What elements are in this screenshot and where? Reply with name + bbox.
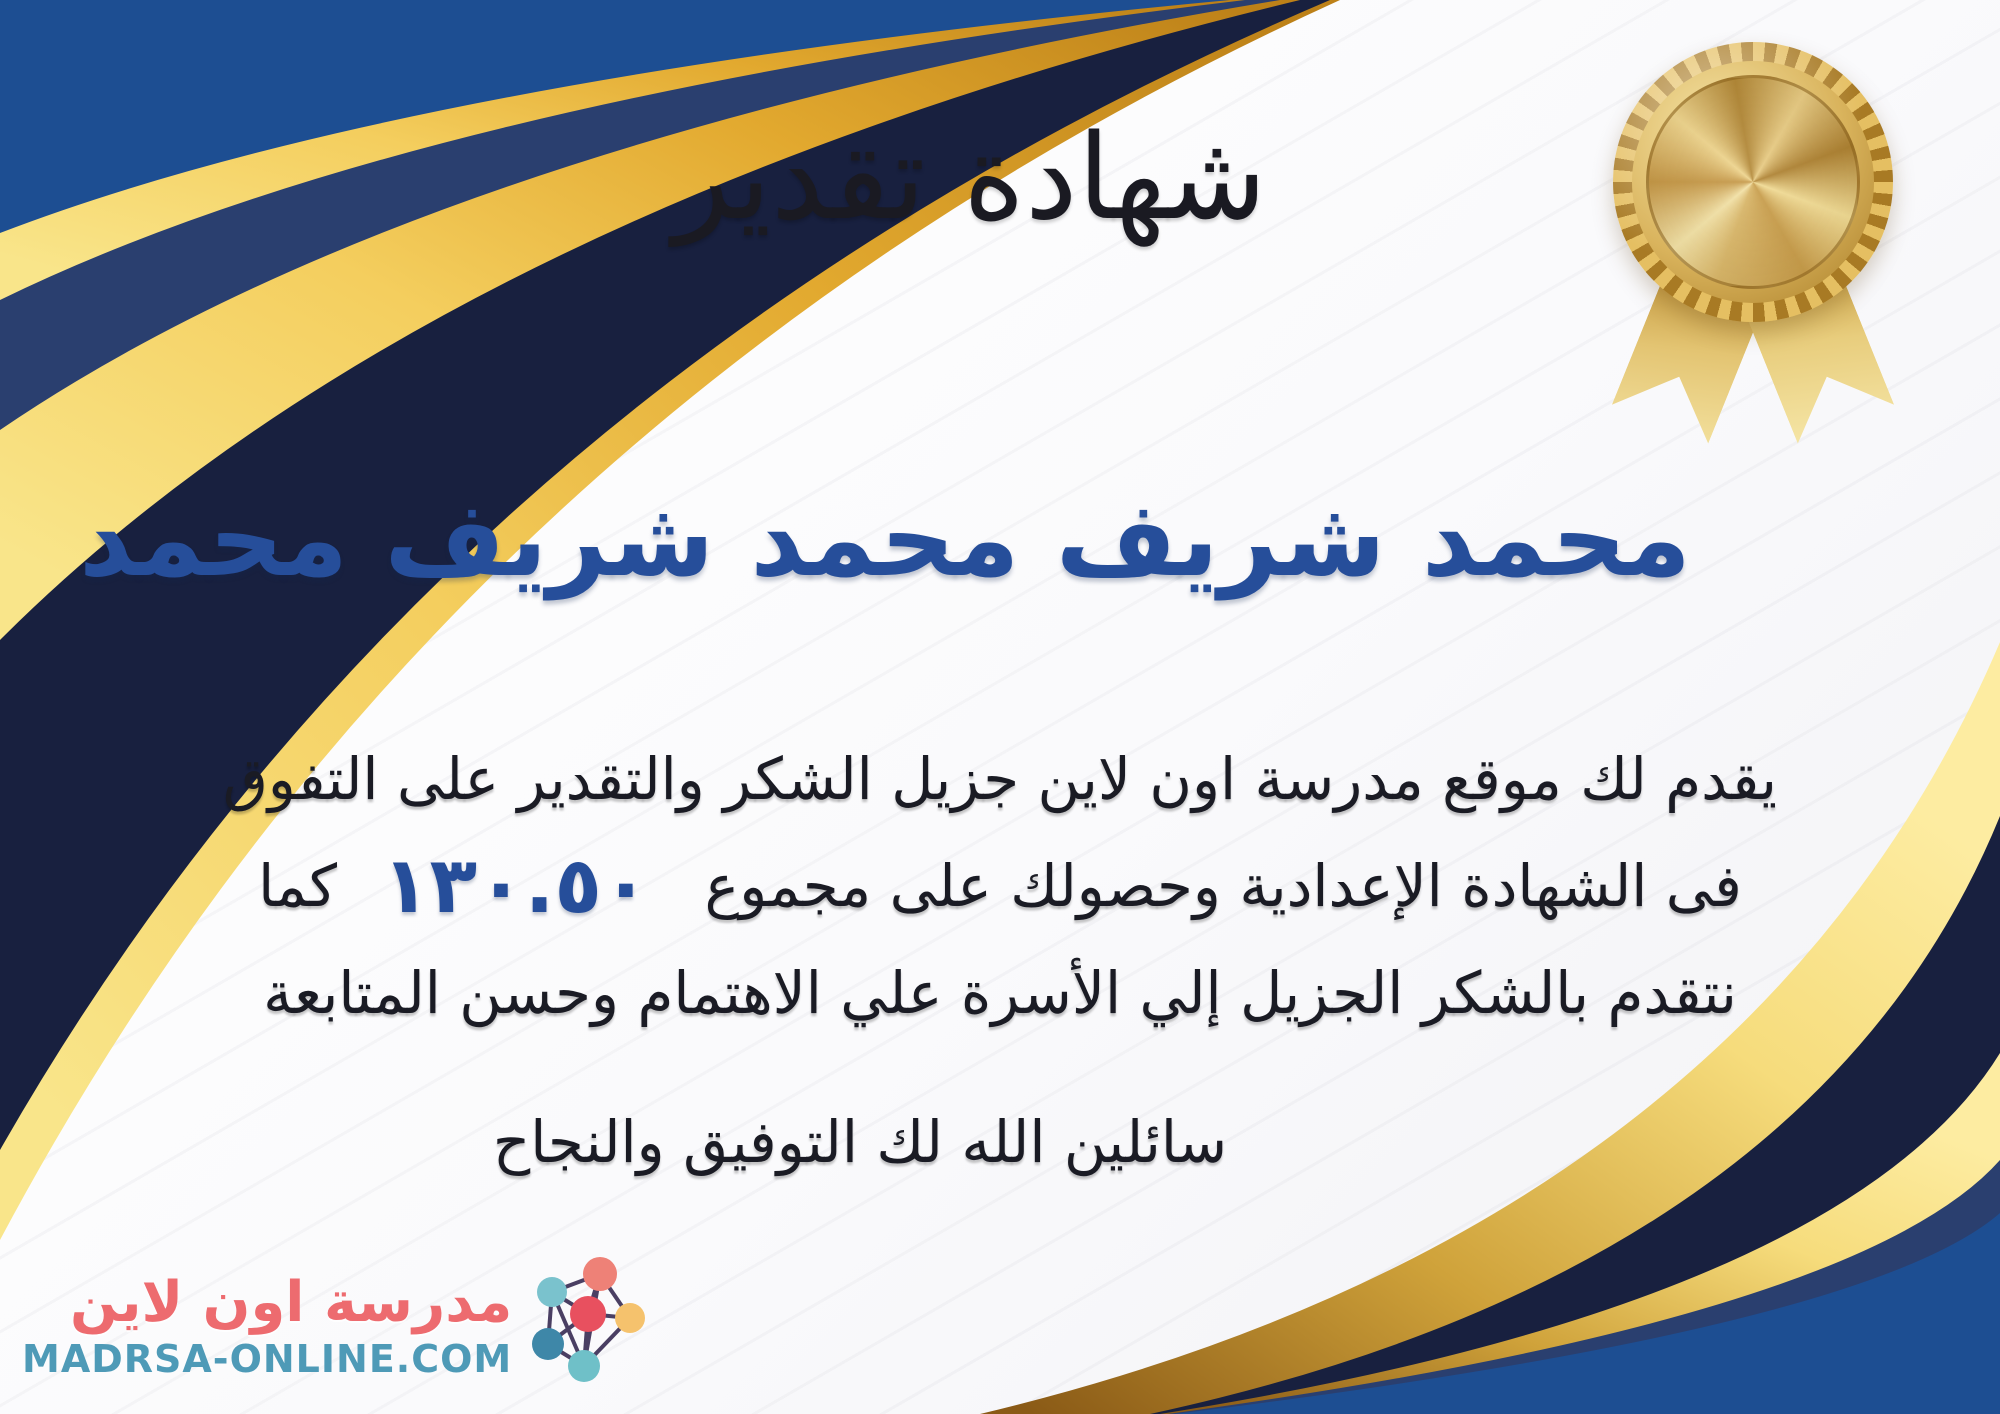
student-name: محمد شريف محمد شريف محمد <box>79 478 1691 600</box>
logo-network-icon <box>522 1246 654 1404</box>
score-value: ١٣٠.٥٠ <box>381 841 650 931</box>
body-line-1: يقدم لك موقع مدرسة اون لاين جزيل الشكر والتقدير على التفوق <box>222 745 1778 813</box>
certificate-body <box>30 726 1970 1047</box>
body-line-2-after: كما <box>258 852 337 920</box>
closing-line: سائلين الله لك التوفيق والنجاح <box>492 1108 1228 1176</box>
body-line-2-before: فى الشهادة الإعدادية وحصولك على مجموع <box>704 852 1742 920</box>
site-logo-text <box>22 1270 512 1381</box>
body-line-3: نتقدم بالشكر الجزيل إلي الأسرة علي الاهتمام وحسن المتابعة <box>263 959 1737 1027</box>
logo-website-url: MADRSA-ONLINE.COM <box>22 1336 513 1381</box>
body-line-2 <box>30 833 1970 940</box>
site-logo <box>22 1246 654 1404</box>
certificate-title: شهادة تقدير <box>673 108 1267 246</box>
logo-arabic-name: مدرسة اون لاين <box>70 1269 513 1335</box>
